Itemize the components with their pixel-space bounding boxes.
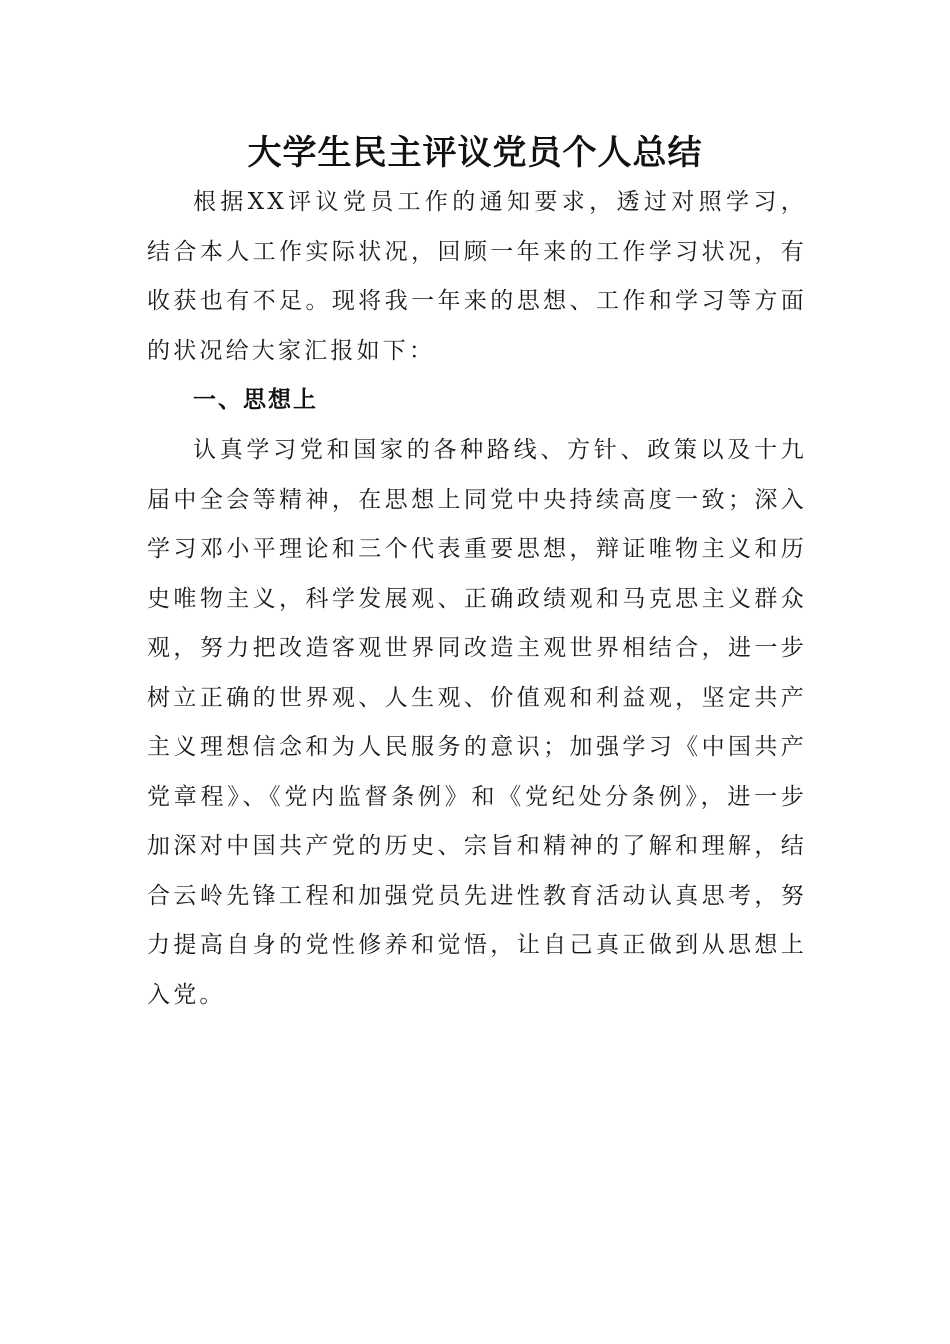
- document-title: 大学生民主评议党员个人总结: [247, 133, 703, 173]
- section-heading-thought: 一、思想上: [193, 387, 318, 413]
- intro-paragraph: 根据XX评议党员工作的通知要求，透过对照学习，结合本人工作实际状况，回顾一年来的工作学习状况，有收获也有不足。现将我一年来的思想、工作和学习等方面的状况给大家汇报如下：: [147, 189, 807, 364]
- section-paragraph-thought: 认真学习党和国家的各种路线、方针、政策以及十九届中全会等精神，在思想上同党中央持续高度一致；深入学习邓小平理论和三个代表重要思想，辩证唯物主义和历史唯物主义，科学发展观、正确政绩观和马克思主义群众观，努力把改造客观世界同改造主观世界相结合，进一步树立正确的世界观、人生观、价值观和利益观，坚定共产主义理想信念和为人民服务的意识；加强学习《中国共产党章程》、《党内监督条例》和《党纪处分条例》，进一步加深对中国共产党的历史、宗旨和精神的了解和理解，结合云岭先锋工程和加强党员先进性教育活动认真思考，努力提高自身的党性修养和觉悟，让自己真正做到从思想上入党。: [147, 437, 807, 1008]
